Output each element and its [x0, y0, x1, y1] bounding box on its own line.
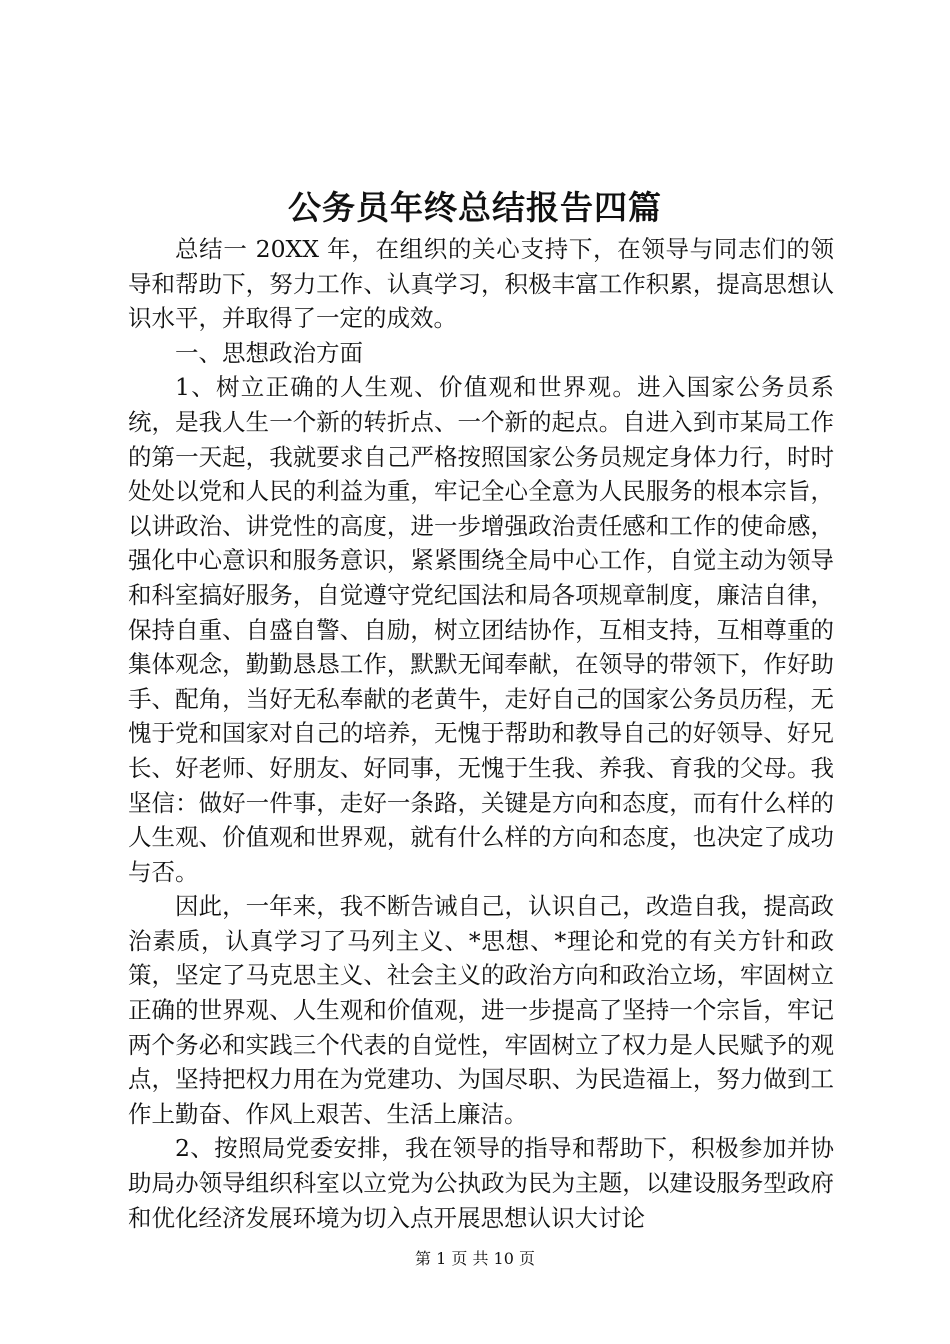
paragraph-therefore: 因此，一年来，我不断告诫自己，认识自己，改造自我，提高政治素质，认真学习了马列主义、*思想、*理论和党的有关方针和政策，坚定了马克思主义、社会主义的政治方向和政治立场，牢固树立正确的世界观、人生观和价值观，进一步提高了坚持一个宗旨，牢记两个务必和实践三个代表的自觉性，牢固树立了权力是人民赋予的观点，坚持把权力用在为党建功、为国尽职、为民造福上，努力做到工作上勤奋、作风上艰苦、生活上廉洁。 — [128, 892, 834, 1128]
document-body — [128, 232, 834, 1235]
page-footer: 第 1 页 共 10 页 — [415, 1249, 535, 1268]
document-title: 公务员年终总结报告四篇 — [288, 188, 662, 227]
paragraph-item-1: 1、树立正确的人生观、价值观和世界观。进入国家公务员系统，是我人生一个新的转折点、一个新的起点。自进入到市某局工作的第一天起，我就要求自己严格按照国家公务员规定身体力行，时时处处以党和人民的利益为重，牢记全心全意为人民服务的根本宗旨，以讲政治、讲党性的高度，进一步增强政治责任感和工作的使命感，强化中心意识和服务意识，紧紧围绕全局中心工作，自觉主动为领导和科室搞好服务，自觉遵守党纪国法和局各项规章制度，廉洁自律，保持自重、自盛自警、自励，树立团结协作，互相支持，互相尊重的集体观念，勤勤恳恳工作，默默无闻奉献，在领导的带领下，作好助手、配角，当好无私奉献的老黄牛，走好自己的国家公务员历程，无愧于党和国家对自己的培养，无愧于帮助和教导自己的好领导、好兄长、好老师、好朋友、好同事，无愧于生我、养我、育我的父母。我坚信：做好一件事，走好一条路，关键是方向和态度，而有什么样的人生观、价值观和世界观，就有什么样的方向和态度，也决定了成功与否。 — [128, 373, 834, 886]
paragraph-intro: 总结一 20XX 年，在组织的关心支持下，在领导与同志们的领导和帮助下，努力工作、认真学习，积极丰富工作积累，提高思想认识水平，并取得了一定的成效。 — [128, 235, 834, 333]
section-heading-ideology: 一、思想政治方面 — [175, 338, 363, 367]
paragraph-item-2: 2、按照局党委安排，我在领导的指导和帮助下，积极参加并协助局办领导组织科室以立党为公执政为民为主题，以建设服务型政府和优化经济发展环境为切入点开展思想认识大讨论 — [128, 1134, 834, 1232]
